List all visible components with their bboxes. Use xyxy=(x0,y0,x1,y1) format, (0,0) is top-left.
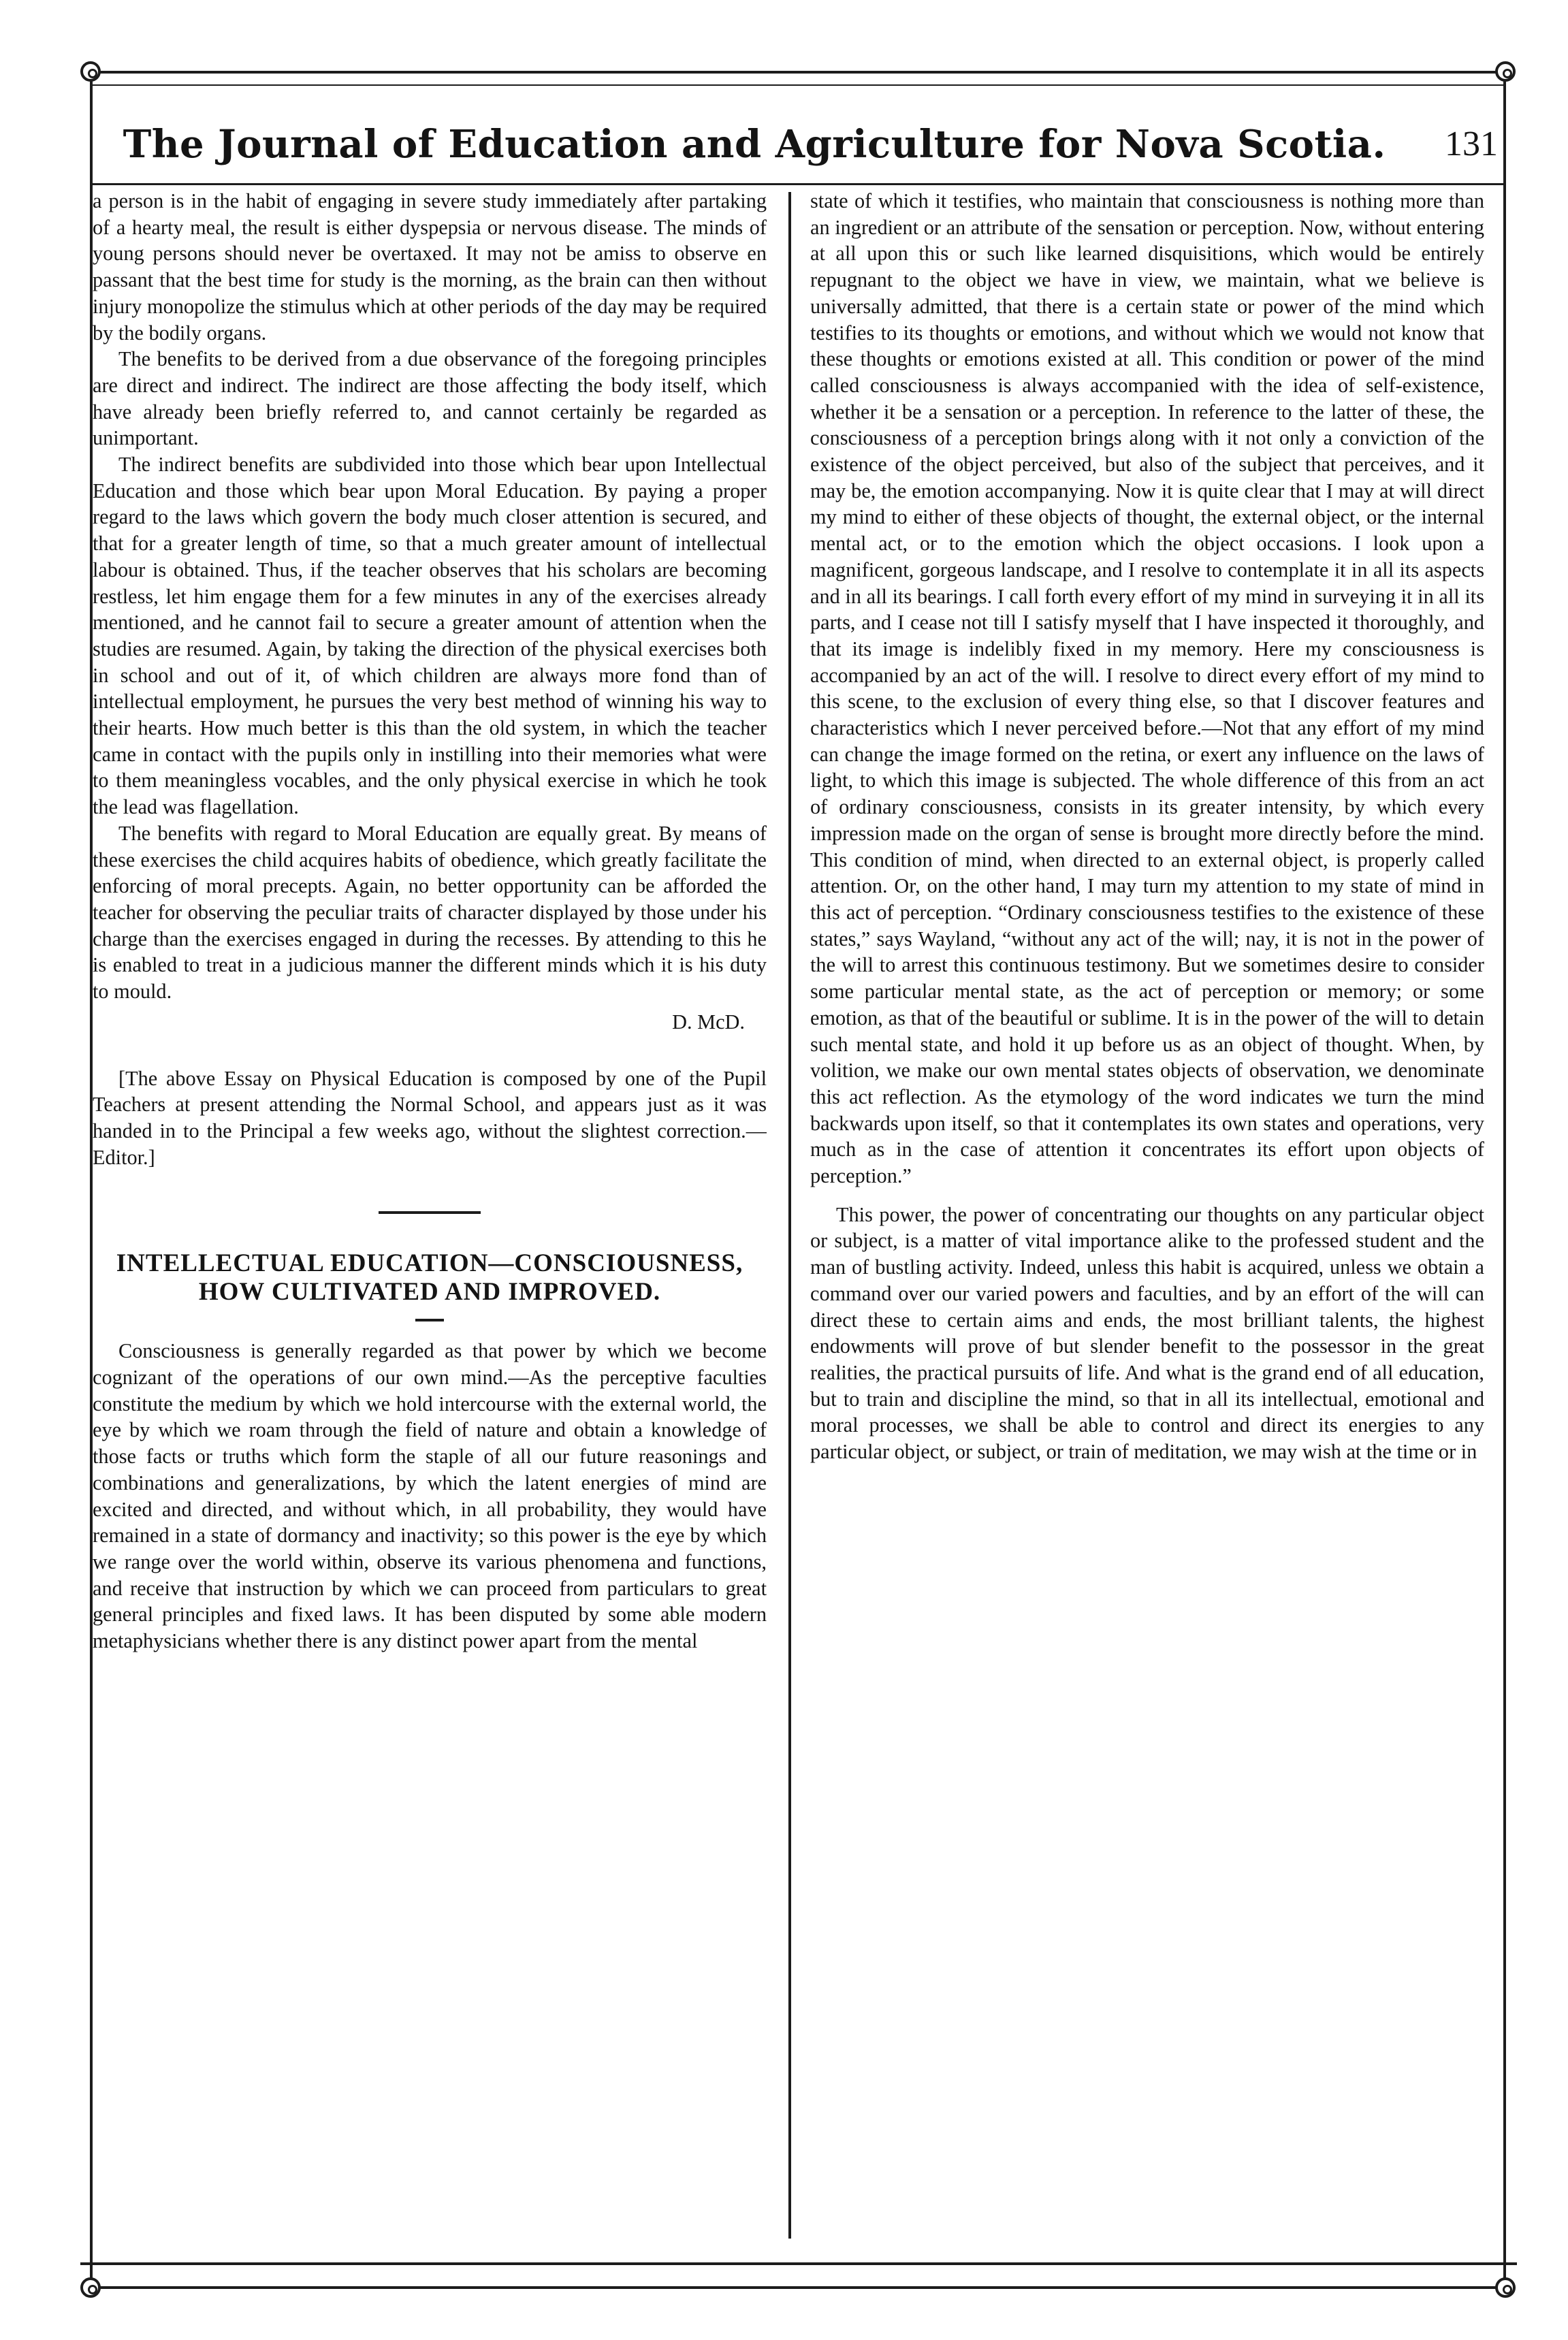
right-text-column xyxy=(810,188,1484,2251)
editor-note: [The above Essay on Physical Education is composed by one of the Pupil Teachers at present attending the Normal School, and appears just as it was handed in to the Principal a few weeks ago, without the slightest correction.—Editor.] xyxy=(93,1066,767,1169)
author-signature: D. McD. xyxy=(672,1010,745,1033)
benefits-paragraph: The benefits to be derived from a due observance of the foregoing principles are direct and indirect. The indirect are those affecting the body itself, which have already been briefly referred to, and cannot certainly be regarded as unimportant. xyxy=(93,347,767,450)
title-divider xyxy=(415,1319,444,1321)
corner-ornament-bottom-right xyxy=(1495,2277,1516,2298)
running-header xyxy=(80,109,1517,180)
consciousness-continuation: state of which it testifies, who maintain that consciousness is nothing more than an ingredient or an attribute of the sensation or perception. Now, without entering at all upon this or such like learned disquisitions, which would be entirely repugnant to the object we have in view, we maintain, what we believe is universally admitted, that there is a certain state or power of the mind which testifies to its thoughts or emotions, and without which we would not know that these thoughts or emotions existed at all. This condition or power of the mind called consciousness is always accompanied with the idea of self-existence, whether it be a sensation or a perception. In reference to the latter of these, the consciousness of a perception brings along with it not only a conviction of the existence of the object perceived, but also of the subject that perceives, and it may be, the emotion accompanying. Now it is quite clear that I may at will direct my mind to either of these objects of thought, the external object, or the internal mental act, or to the emotion which the object occasions. I look upon a magnificent, gorgeous landscape, and I resolve to contemplate it in all its aspects and in all its bearings. I call forth every effort of my mind in surveying it in all its parts, and I cease not till I satisfy myself that I have inspected it thoroughly, and that its image is indelibly fixed in my memory. Here my consciousness is accompanied by an act of the will. I resolve to direct every effort of my mind to this scene, to the exclusion of every thing else, so that I discover features and characteristics which I never perceived before.—Not that any effort of my mind can change the image formed on the retina, or exert any influence on the laws of light, to which this image is subjected. The whole difference of this from an act of ordinary consciousness, consists in its greater intensity, by which every impression made on the organ of sense is brought more directly before the mind. This condition of mind, when directed to an external object, is properly called attention. Or, on the other hand, I may turn my attention to my state of mind in this act of perception. “Ordinary consciousness testifies to the existence of these states,” says Wayland, “without any act of the will; nay, it is not in the power of the will to arrest this continuous testimony. But we sometimes desire to consider some particular mental state, as the act of perception or memory; or some emotion, as that of the beautiful or sublime. It is in the power of the will to detain such mental state, and hold it up before us as an object of thought. When, by volition, we make our own mental states objects of observation, we denominate this act reflection. As the etymology of the word indicates we turn the mind backwards upon itself, so that it contemplates its own states and operations, very much as in the case of attention it concentrates its effort upon objects of perception.” xyxy=(810,189,1484,1188)
corner-ornament-bottom-left xyxy=(80,2277,101,2298)
top-border xyxy=(94,71,1503,74)
consciousness-opening-paragraph: Consciousness is generally regarded as that power by which we become cognizant of the operations of our own mind.—As the perceptive faculties constitute the medium by which we hold intercourse with the external world, the eye by which we roam through the field of nature and obtain a knowledge of those facts or truths which form the staple of all our future reasonings and combinations and generalizations, by which the latent energies of mind are excited and directed, and without which, in all probability, they would have remained in a state of dormancy and inactivity; so this power is the eye by which we range over the world within, observe its various phenomena and functions, and receive that instruction by which we can proceed from particulars to great general principles and fixed laws. It has been disputed by some able modern metaphysicians whether there is any distinct power apart from the mental xyxy=(93,1339,767,1653)
footer-rule xyxy=(80,2262,1517,2265)
journal-title: The Journal of Education and Agriculture for Nova Scotia. xyxy=(123,122,1386,167)
header-bottom-rule xyxy=(93,183,1503,185)
page-number: 131 xyxy=(1445,125,1498,163)
article-title: INTELLECTUAL EDUCATION—CONSCIOUSNESS, HOW CULTIVATED AND IMPROVED. xyxy=(116,1249,743,1307)
right-border xyxy=(1503,74,1506,2286)
corner-ornament-top-left xyxy=(80,61,101,82)
concentration-paragraph: This power, the power of concentrating our thoughts on any particular object or subject, is a matter of vital importance alike to the professed student and the man of bustling activity. Indeed, unless this habit is acquired, unless we obtain a command over our varied powers and faculties, and by an effort of the will can direct these to certain aims and ends, the most brilliant talents, the highest endowments will prove of but slender benefit to the possessor in the great realities, the practical pursuits of life. And what is the grand end of all education, but to train and discipline the mind, so that in all its intellectual, emotional and moral processes, we shall be able to control and direct its energies to any particular object, or subject, or train of meditation, we may wish at the time or in xyxy=(810,1202,1484,1464)
bottom-border xyxy=(94,2286,1503,2289)
header-top-rule xyxy=(93,84,1503,86)
moral-education-paragraph: The benefits with regard to Moral Education are equally great. By means of these exercises the child acquires habits of obedience, which greatly facilitate the enforcing of moral precepts. Again, no better opportunity can be afforded the teacher for observing the peculiar traits of character displayed by those under his charge than the exercises engaged in during the recesses. By attending to this he is enabled to treat in a judicious manner the different minds which it is his duty to mould. xyxy=(93,821,767,1004)
page-frame xyxy=(80,60,1517,2301)
opening-paragraph: a person is in the habit of engaging in severe study immediately after partaking of a hearty meal, the result is either dyspepsia or nervous disease. The minds of young persons should never be overtaxed. It may not be amiss to observe en passant that the best time for study is the morning, as the brain can then without injury monopolize the stimulus which at other periods of the day may be required by the bodily organs. xyxy=(93,189,767,344)
left-text-column xyxy=(93,188,767,2251)
indirect-benefits-paragraph: The indirect benefits are subdivided into those which bear upon Intellectual Education and those which bear upon Moral Education. By paying a proper regard to the laws which govern the body much closer attention is secured, and that for a greater length of time, so that a much greater amount of intellectual labour is obtained. Thus, if the teacher observes that his scholars are becoming restless, let him engage them for a few minutes in any of the exercises already mentioned, and he cannot fail to secure a greater amount of attention when the studies are resumed. Again, by taking the direction of the physical exercises both in school and out of it, of which children are always more fond than of intellectual employment, he pursues the very best method of winning his way to their hearts. How much better is this than the old system, in which the teacher came in contact with the pupils only in instilling into their memories what were to them meaningless vocables, and the only physical exercise in which he took the lead was flagellation. xyxy=(93,453,767,819)
corner-ornament-top-right xyxy=(1495,61,1516,82)
section-divider xyxy=(379,1211,481,1214)
column-divider xyxy=(788,192,791,2239)
